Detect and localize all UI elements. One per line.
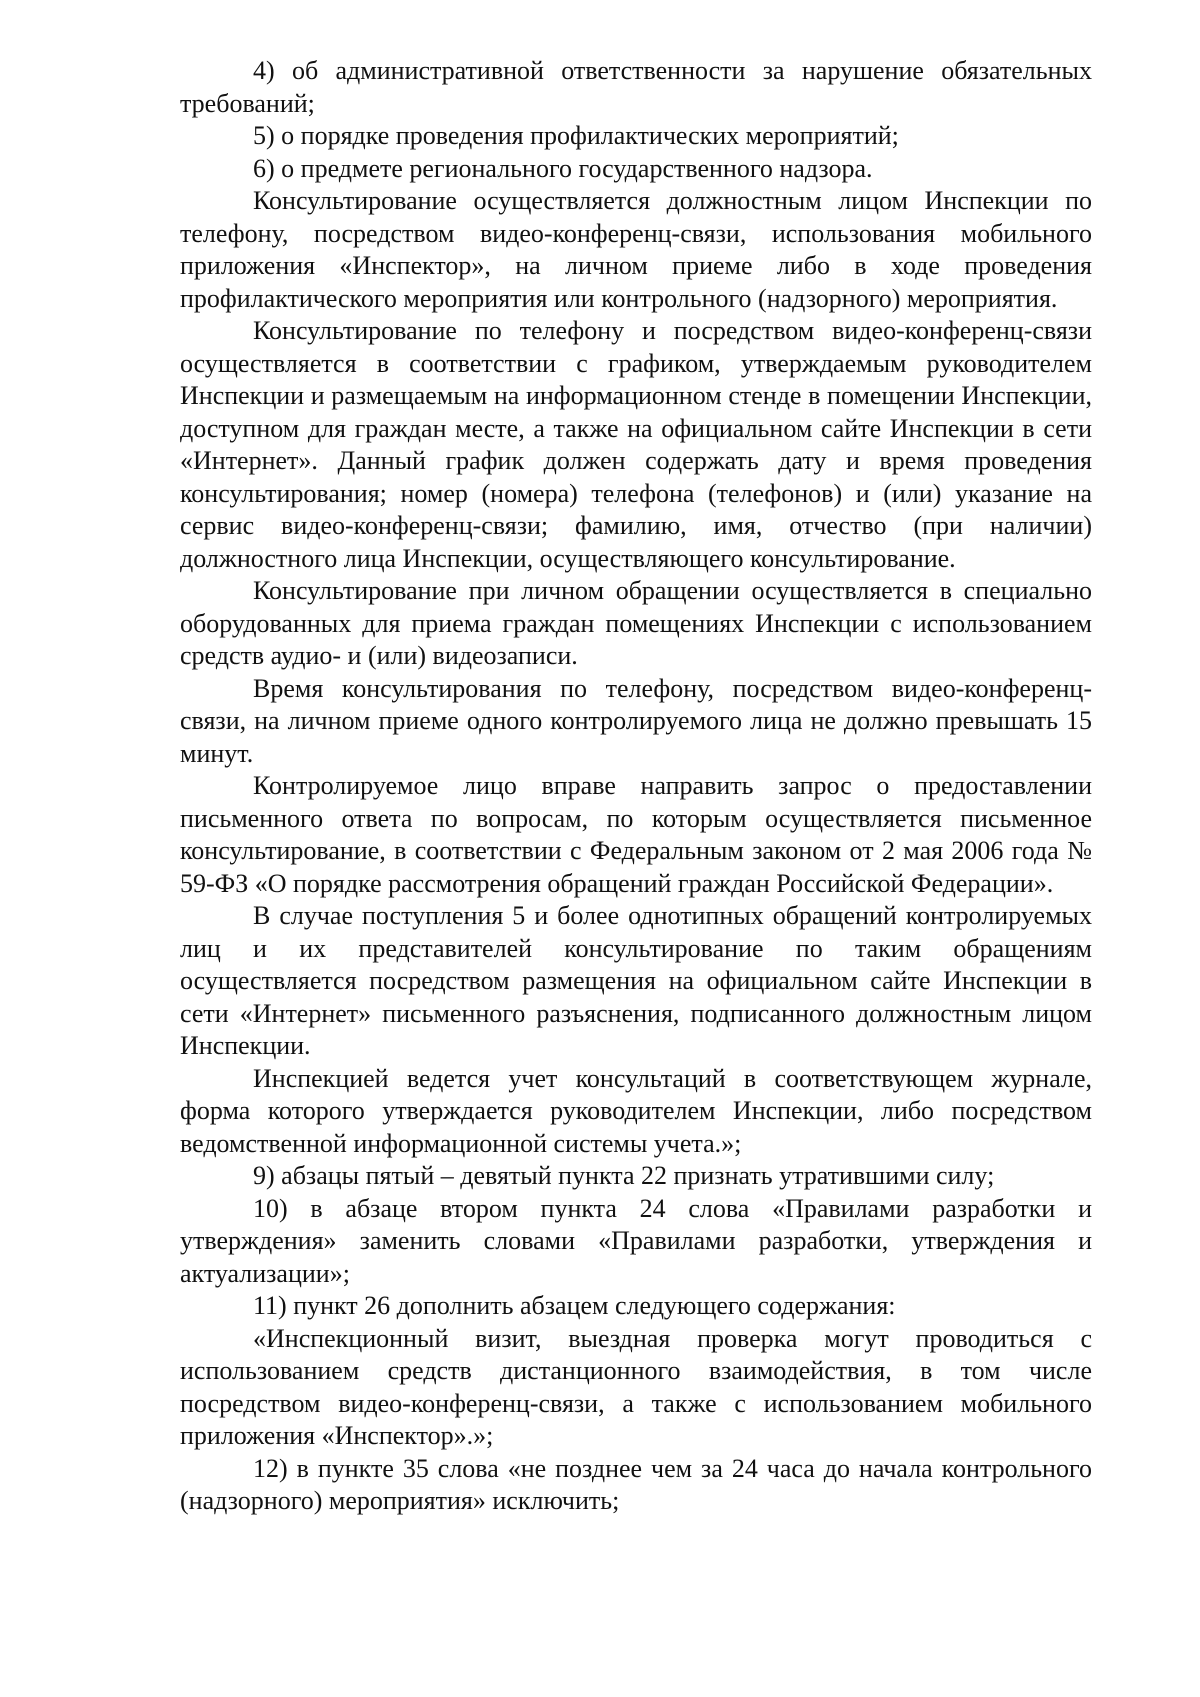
paragraph-personal-consulting: Консультирование при личном обращении осуществляется в специально оборудованных для приема граждан помещениях Инспекции с использованием средств аудио- и (или) видеозаписи. [180, 576, 1092, 670]
paragraph-consultation-log: Инспекцией ведется учет консультаций в соответствующем журнале, форма которого утверждается руководителем Инспекции, либо посредством ведомственной информационной системы учета.»; [180, 1063, 1092, 1158]
paragraph-consulting-schedule: Консультирование по телефону и посредством видео-конференц-связи осуществляется в соответствии с графиком, утверждаемым руководителем Инспекции и размещаемым на информационном стенде в помещении Инспекции, доступном для граждан месте, а также на официальном сайте Инспекции в сети «Интернет». Данный график должен содержать дату и время проведения консультирования; номер (номера) телефона (телефонов) и (или) указание на сервис видео-конференц-связи; фамилию, имя, отчество (при наличии) должностного лица Инспекции, осуществляющего консультирование. [180, 316, 1092, 573]
paragraph-item-9: 9) абзацы пятый – девятый пункта 22 признать утратившими силу; [253, 1161, 995, 1190]
paragraph-item-6-subject: 6) о предмете регионального государственного надзора. [253, 153, 873, 183]
paragraph-item-11: 11) пункт 26 дополнить абзацем следующего содержания: [253, 1291, 896, 1320]
paragraph-inspection-visit: «Инспекционный визит, выездная проверка могут проводиться с использованием средств дистанционного взаимодействия, в том числе посредством видео-конференц-связи, а также с использованием мобильного приложения «Инспектор».»; [180, 1323, 1092, 1450]
paragraph-item-12: 12) в пункте 35 слова «не позднее чем за 24 часа до начала контрольного (надзорного) мероприятия» исключить; [180, 1453, 1092, 1515]
paragraph-item-10: 10) в абзаце втором пункта 24 слова «Правилами разработки и утверждения» заменить словами «Правилами разработки, утверждения и актуализации»; [180, 1193, 1092, 1288]
paragraph-item-4-liability: 4) об административной ответственности за нарушение обязательных требований; [180, 56, 1092, 118]
paragraph-item-5-procedure: 5) о порядке проведения профилактических мероприятий; [253, 121, 899, 150]
paragraph-consulting-methods: Консультирование осуществляется должностным лицом Инспекции по телефону, посредством видео-конференц-связи, использования мобильного приложения «Инспектор», на личном приеме либо в ходе проведения профилактического мероприятия или контрольного (надзорного) мероприятия. [180, 186, 1092, 313]
paragraph-similar-requests: В случае поступления 5 и более однотипных обращений контролируемых лиц и их представителей консультирование по таким обращениям осуществляется посредством размещения на официальном сайте Инспекции в сети «Интернет» письменного разъяснения, подписанного должностным лицом Инспекции. [180, 901, 1092, 1060]
paragraph-written-request: Контролируемое лицо вправе направить запрос о предоставлении письменного ответа по вопросам, по которым осуществляется письменное консультирование, в соответствии с Федеральным законом от 2 мая 2006 года № 59-ФЗ «О порядке рассмотрения обращений граждан Российской Федерации». [180, 771, 1092, 898]
paragraph-consulting-time: Время консультирования по телефону, посредством видео-конференц-связи, на личном приеме одного контролируемого лица не должно превышать 15 минут. [180, 673, 1092, 768]
document-body [180, 55, 1092, 1518]
